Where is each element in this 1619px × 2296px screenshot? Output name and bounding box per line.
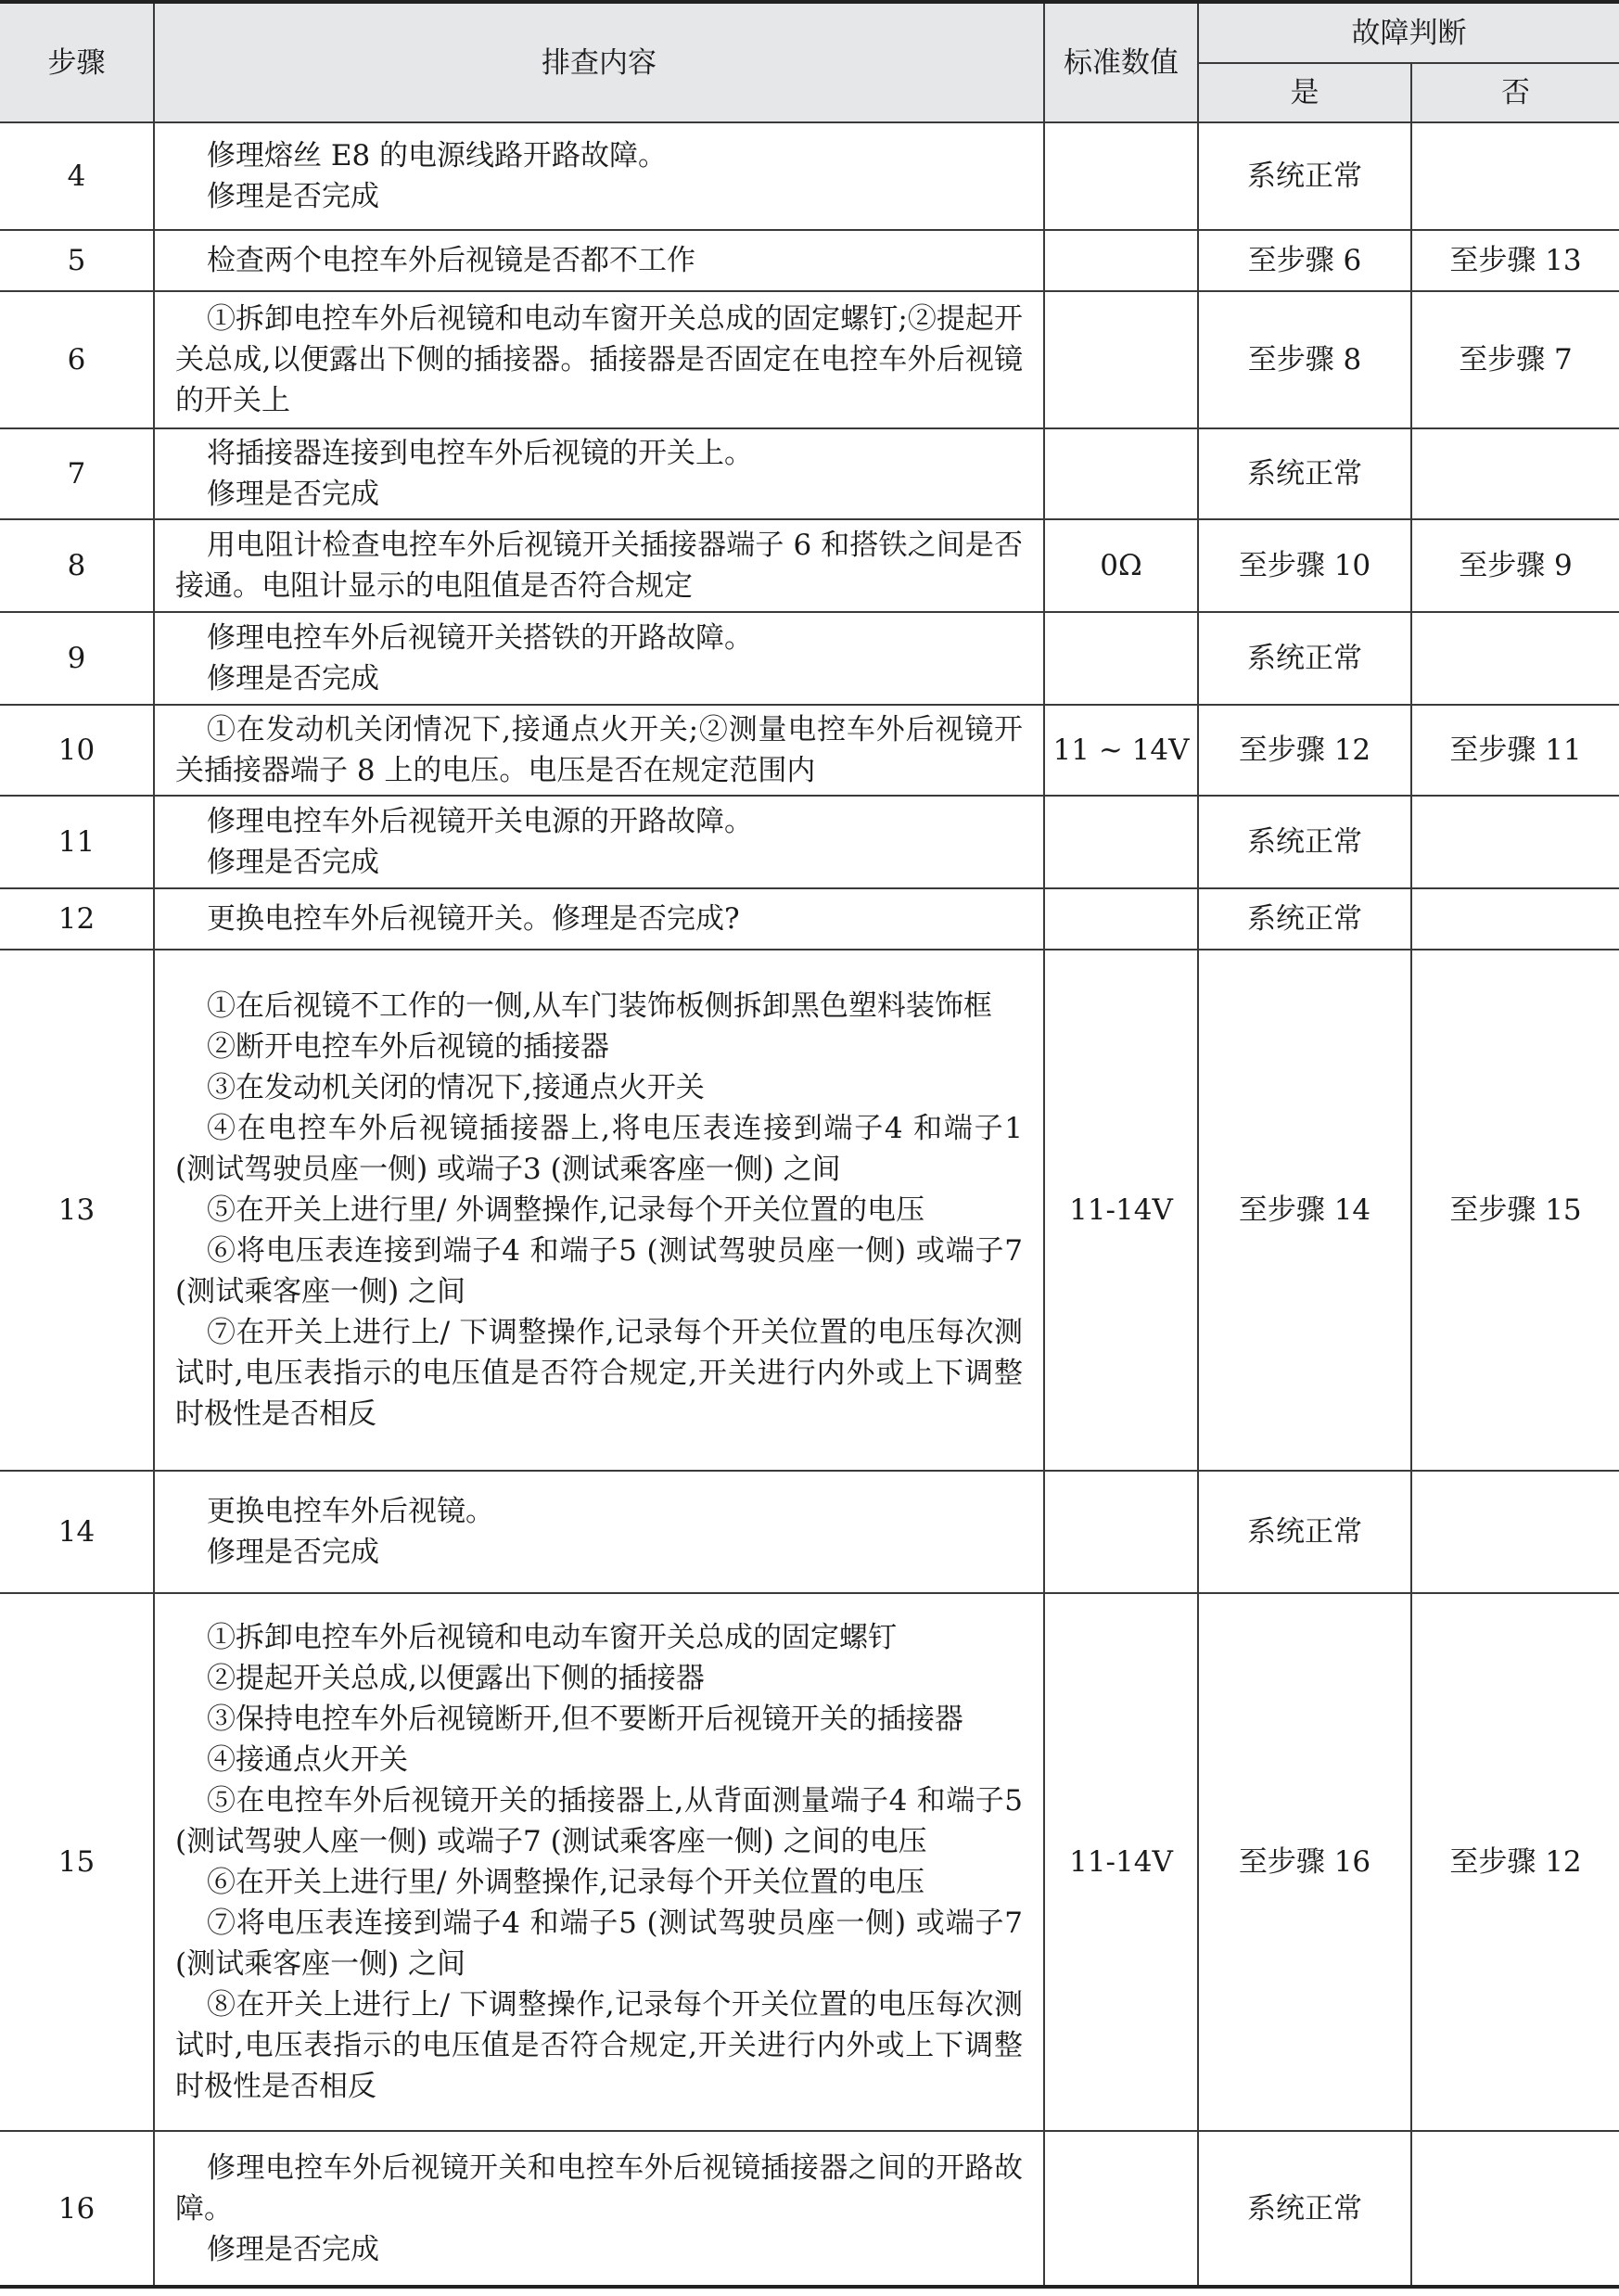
standard-value <box>1044 888 1198 950</box>
judgment-yes: 系统正常 <box>1198 888 1411 950</box>
table-row <box>0 950 1619 1471</box>
table-row <box>0 291 1619 428</box>
judgment-no: 至步骤 9 <box>1411 519 1619 612</box>
check-content <box>154 1593 1044 2131</box>
step-number: 9 <box>0 612 154 705</box>
check-content <box>154 888 1044 950</box>
table-row <box>0 2131 1619 2287</box>
content-line: ⑧在开关上进行上/ 下调整操作,记录每个开关位置的电压每次测试时,电压表指示的电压值是否符合规定,开关进行内外或上下调整时极性是否相反 <box>175 1988 1023 2103</box>
content-line: ①在发动机关闭情况下,接通点火开关;②测量电控车外后视镜开关插接器端子 8 上的电压。电压是否在规定范围内 <box>175 713 1023 787</box>
check-content <box>154 230 1044 291</box>
judgment-yes: 系统正常 <box>1198 796 1411 888</box>
content-line: ⑥在开关上进行里/ 外调整操作,记录每个开关位置的电压 <box>207 1866 925 1899</box>
header-step: 步骤 <box>0 2 154 122</box>
table-body <box>0 122 1619 2287</box>
judgment-yes: 至步骤 12 <box>1198 705 1411 796</box>
content-line: 检查两个电控车外后视镜是否都不工作 <box>207 244 695 277</box>
table-row <box>0 122 1619 230</box>
judgment-no: 至步骤 7 <box>1411 291 1619 428</box>
judgment-yes: 至步骤 8 <box>1198 291 1411 428</box>
content-line: 更换电控车外后视镜。 <box>207 1495 494 1528</box>
judgment-yes: 至步骤 10 <box>1198 519 1411 612</box>
step-number: 16 <box>0 2131 154 2287</box>
standard-value <box>1044 2131 1198 2287</box>
judgment-no <box>1411 428 1619 519</box>
standard-value <box>1044 1471 1198 1593</box>
header-no: 否 <box>1411 63 1619 122</box>
step-number: 12 <box>0 888 154 950</box>
step-number: 15 <box>0 1593 154 2131</box>
content-line: ②断开电控车外后视镜的插接器 <box>207 1030 609 1064</box>
check-content <box>154 519 1044 612</box>
judgment-no <box>1411 122 1619 230</box>
check-content <box>154 2131 1044 2287</box>
content-line: 修理是否完成 <box>207 478 379 511</box>
table-row <box>0 519 1619 612</box>
standard-value: 11-14V <box>1044 1593 1198 2131</box>
judgment-yes: 系统正常 <box>1198 1471 1411 1593</box>
standard-value: 11 ~ 14V <box>1044 705 1198 796</box>
table-row <box>0 230 1619 291</box>
content-line: 将插接器连接到电控车外后视镜的开关上。 <box>207 437 753 470</box>
content-line: 修理是否完成 <box>207 846 379 879</box>
content-line: 更换电控车外后视镜开关。修理是否完成? <box>207 902 740 936</box>
check-content <box>154 428 1044 519</box>
check-content <box>154 950 1044 1471</box>
check-content <box>154 705 1044 796</box>
judgment-yes: 系统正常 <box>1198 428 1411 519</box>
table-row <box>0 428 1619 519</box>
step-number: 13 <box>0 950 154 1471</box>
judgment-no <box>1411 1471 1619 1593</box>
judgment-no: 至步骤 13 <box>1411 230 1619 291</box>
check-content <box>154 612 1044 705</box>
content-line: 修理电控车外后视镜开关搭铁的开路故障。 <box>207 621 753 655</box>
judgment-yes: 系统正常 <box>1198 612 1411 705</box>
judgment-no <box>1411 888 1619 950</box>
standard-value <box>1044 122 1198 230</box>
check-content <box>154 122 1044 230</box>
content-line: 修理是否完成 <box>207 662 379 695</box>
header-judgment: 故障判断 <box>1198 2 1619 63</box>
standard-value: 0Ω <box>1044 519 1198 612</box>
content-line: ③保持电控车外后视镜断开,但不要断开后视镜开关的插接器 <box>207 1703 963 1736</box>
header-content: 排查内容 <box>154 2 1044 122</box>
content-line: ⑤在电控车外后视镜开关的插接器上,从背面测量端子4 和端子5 (测试驾驶人座一侧) 或端子7 (测试乘客座一侧) 之间的电压 <box>175 1784 1023 1858</box>
content-line: ④接通点火开关 <box>207 1743 408 1777</box>
judgment-yes: 至步骤 16 <box>1198 1593 1411 2131</box>
standard-value <box>1044 612 1198 705</box>
table-row <box>0 705 1619 796</box>
standard-value <box>1044 796 1198 888</box>
table-row <box>0 1471 1619 1593</box>
step-number: 7 <box>0 428 154 519</box>
content-line: 修理电控车外后视镜开关和电控车外后视镜插接器之间的开路故障。 <box>175 2150 1023 2226</box>
content-line: ⑦将电压表连接到端子4 和端子5 (测试驾驶员座一侧) 或端子7 (测试乘客座一侧) 之间 <box>175 1907 1023 1981</box>
judgment-no <box>1411 796 1619 888</box>
check-content <box>154 1471 1044 1593</box>
content-line: ②提起开关总成,以便露出下侧的插接器 <box>207 1662 705 1695</box>
table-row <box>0 1593 1619 2131</box>
standard-value <box>1044 291 1198 428</box>
content-line: 修理是否完成 <box>207 180 379 213</box>
content-line: ④在电控车外后视镜插接器上,将电压表连接到端子4 和端子1 (测试驾驶员座一侧) 或端子3 (测试乘客座一侧) 之间 <box>175 1112 1023 1186</box>
standard-value: 11-14V <box>1044 950 1198 1471</box>
judgment-no <box>1411 612 1619 705</box>
content-line: ①拆卸电控车外后视镜和电动车窗开关总成的固定螺钉;②提起开关总成,以便露出下侧的插接器。插接器是否固定在电控车外后视镜的开关上 <box>175 302 1023 417</box>
content-line: ⑥将电压表连接到端子4 和端子5 (测试驾驶员座一侧) 或端子7 (测试乘客座一侧) 之间 <box>175 1234 1023 1308</box>
table-row <box>0 612 1619 705</box>
judgment-no: 至步骤 11 <box>1411 705 1619 796</box>
content-line: 用电阻计检查电控车外后视镜开关插接器端子 6 和搭铁之间是否接通。电阻计显示的电阻值是否符合规定 <box>175 529 1023 603</box>
step-number: 6 <box>0 291 154 428</box>
step-number: 4 <box>0 122 154 230</box>
judgment-yes: 系统正常 <box>1198 2131 1411 2287</box>
judgment-no: 至步骤 15 <box>1411 950 1619 1471</box>
content-line: ①在后视镜不工作的一侧,从车门装饰板侧拆卸黑色塑料装饰框 <box>207 989 992 1023</box>
judgment-yes: 至步骤 14 <box>1198 950 1411 1471</box>
content-line: ⑦在开关上进行上/ 下调整操作,记录每个开关位置的电压每次测试时,电压表指示的电压值是否符合规定,开关进行内外或上下调整时极性是否相反 <box>175 1316 1023 1431</box>
step-number: 5 <box>0 230 154 291</box>
content-line: ①拆卸电控车外后视镜和电动车窗开关总成的固定螺钉 <box>207 1621 897 1654</box>
check-content <box>154 796 1044 888</box>
step-number: 10 <box>0 705 154 796</box>
step-number: 8 <box>0 519 154 612</box>
table-row <box>0 888 1619 950</box>
standard-value <box>1044 428 1198 519</box>
standard-value <box>1044 230 1198 291</box>
header-standard: 标准数值 <box>1044 2 1198 122</box>
content-line: 修理熔丝 E8 的电源线路开路故障。 <box>207 139 668 172</box>
judgment-yes: 至步骤 6 <box>1198 230 1411 291</box>
content-line: ⑤在开关上进行里/ 外调整操作,记录每个开关位置的电压 <box>207 1193 925 1227</box>
content-line: 修理是否完成 <box>207 2232 379 2266</box>
content-line: 修理电控车外后视镜开关电源的开路故障。 <box>207 805 753 838</box>
judgment-no: 至步骤 12 <box>1411 1593 1619 2131</box>
judgment-yes: 系统正常 <box>1198 122 1411 230</box>
header-yes: 是 <box>1198 63 1411 122</box>
check-content <box>154 291 1044 428</box>
judgment-no <box>1411 2131 1619 2287</box>
table-row <box>0 796 1619 888</box>
step-number: 14 <box>0 1471 154 1593</box>
step-number: 11 <box>0 796 154 888</box>
content-line: 修理是否完成 <box>207 1536 379 1569</box>
content-line: ③在发动机关闭的情况下,接通点火开关 <box>207 1071 705 1104</box>
